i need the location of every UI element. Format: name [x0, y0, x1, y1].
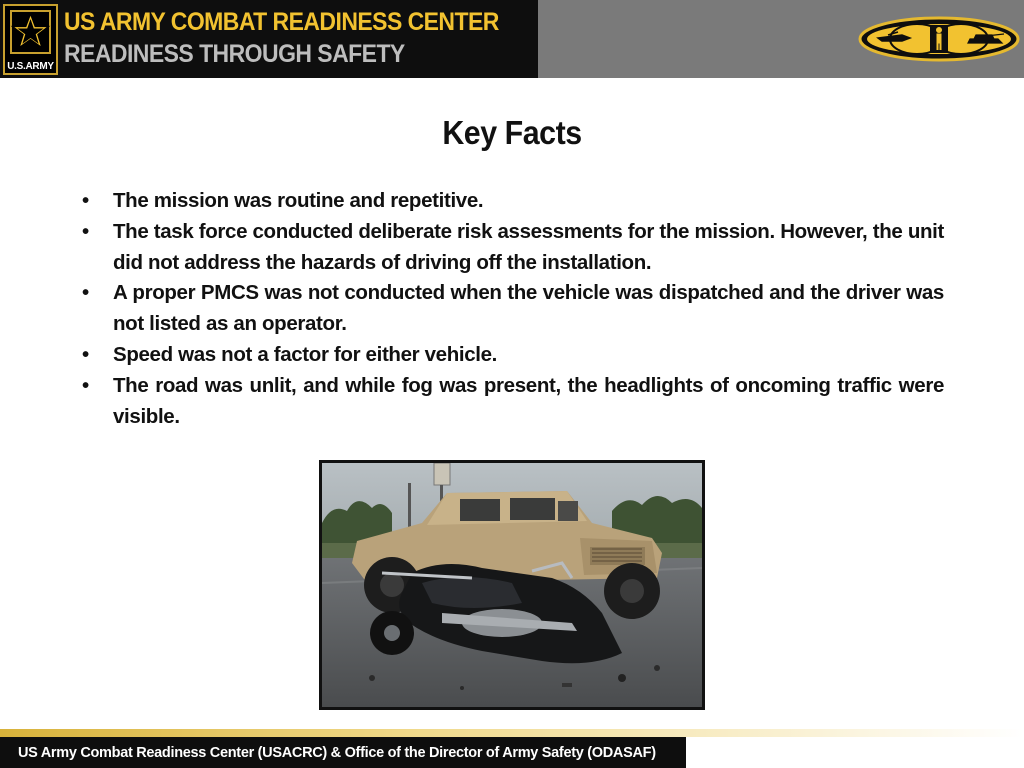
bullet-text: Speed was not a factor for either vehicle.	[113, 342, 498, 366]
bullet-text: The task force conducted deliberate risk assessments for the mission. However, the unit did not address the hazards of driving off the installation.	[113, 219, 944, 274]
bullet-icon: •	[82, 373, 89, 397]
bullet-icon: •	[82, 342, 89, 366]
accident-scene-photo	[319, 460, 705, 710]
footer-text: US Army Combat Readiness Center (USACRC) & Office of the Director of Army Safety (ODASAF)	[18, 745, 656, 761]
key-facts-list	[82, 186, 944, 432]
bullet-icon: •	[82, 189, 89, 212]
header-bar	[0, 0, 1024, 78]
list-item	[82, 278, 944, 340]
us-army-logo	[3, 4, 58, 75]
combat-readiness-center-emblem-icon	[858, 16, 1020, 62]
bullet-icon: •	[82, 281, 89, 305]
header-title: US ARMY COMBAT READINESS CENTER	[64, 8, 499, 36]
army-star-icon	[9, 9, 52, 55]
slide-title: Key Facts	[442, 114, 582, 151]
bullet-text: A proper PMCS was not conducted when the vehicle was dispatched and the driver was not listed as an operator.	[113, 281, 944, 336]
army-logo-text: U.S.ARMY	[7, 61, 54, 72]
list-item	[82, 186, 944, 217]
list-item	[82, 340, 944, 371]
list-item	[82, 371, 944, 433]
bullet-icon: •	[82, 219, 89, 243]
bullet-text: The mission was routine and repetitive.	[113, 189, 484, 212]
list-item	[82, 217, 944, 279]
accident-scene-illustration	[322, 463, 702, 707]
footer-gold-line	[0, 729, 1024, 737]
header-subtitle: READINESS THROUGH SAFETY	[64, 40, 405, 68]
bullet-text: The road was unlit, and while fog was present, the headlights of oncoming traffic were visible.	[113, 373, 944, 428]
